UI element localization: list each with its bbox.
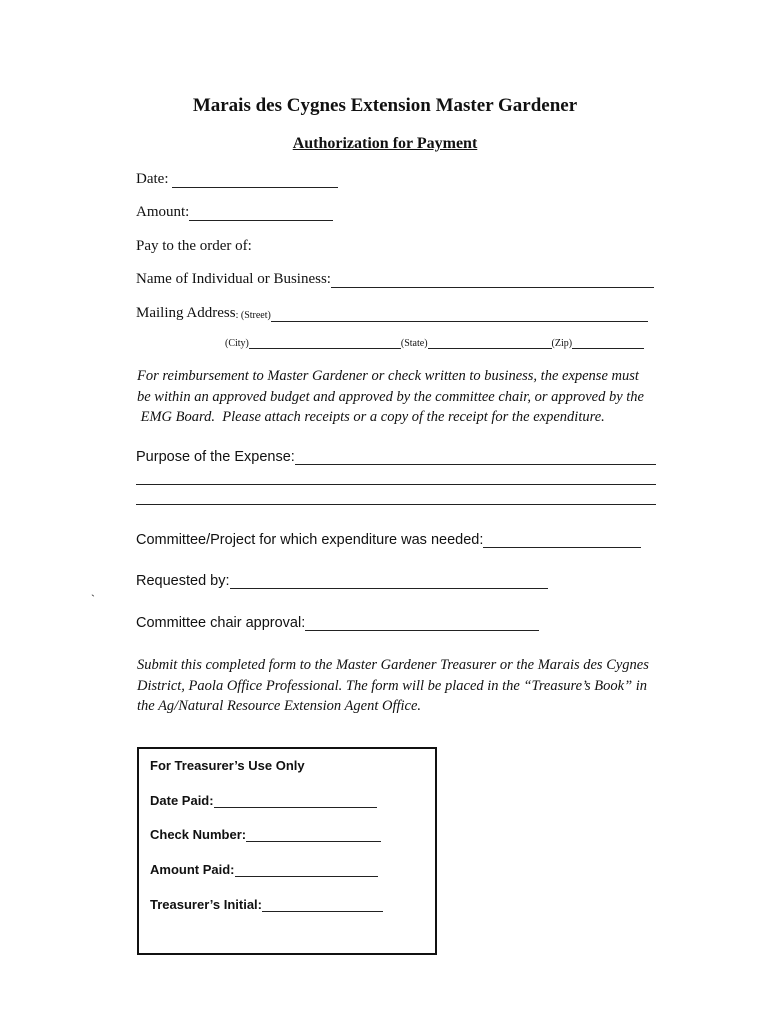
amount-paid-label: Amount Paid: — [150, 862, 235, 877]
committee-field[interactable] — [483, 533, 641, 548]
reimbursement-note — [137, 366, 677, 428]
check-number-field[interactable] — [246, 829, 381, 842]
date-field[interactable] — [172, 173, 338, 188]
purpose-continuation-line[interactable] — [136, 484, 656, 485]
form-title: Marais des Cygnes Extension Master Gardener — [192, 95, 578, 116]
committee-row — [136, 532, 641, 548]
committee-label: Committee/Project for which expenditure was needed: — [136, 532, 484, 548]
amount-row — [136, 204, 333, 221]
note-line: Submit this completed form to the Master Gardener Treasurer or the Marais des Cygnes — [137, 657, 649, 673]
purpose-continuation-line[interactable] — [136, 504, 656, 505]
street-field[interactable] — [271, 307, 648, 322]
name-label: Name of Individual or Business: — [136, 271, 331, 287]
zip-field[interactable] — [572, 338, 644, 349]
date-paid-field[interactable] — [214, 795, 377, 808]
approval-label: Committee chair approval: — [136, 615, 306, 631]
requested-row — [136, 573, 548, 589]
mailing-row — [136, 305, 648, 322]
purpose-field[interactable] — [295, 450, 656, 465]
requested-field[interactable] — [230, 574, 548, 589]
date-paid-row — [150, 793, 377, 808]
state-label: (State) — [400, 338, 428, 349]
form-subtitle: Authorization for Payment — [292, 135, 478, 152]
stray-mark: ` — [91, 592, 95, 606]
approval-field[interactable] — [305, 616, 539, 631]
note-line: the Ag/Natural Resource Extension Agent Office. — [137, 698, 422, 714]
note-line: EMG Board. Please attach receipts or a copy of the receipt for the expenditure. — [137, 409, 605, 425]
mailing-label: Mailing Address — [136, 305, 236, 321]
treasurer-initial-row — [150, 897, 383, 912]
note-line: For reimbursement to Master Gardener or check written to business, the expense must — [137, 368, 639, 384]
treasurer-initial-field[interactable] — [262, 899, 383, 912]
city-label: (City) — [225, 338, 249, 349]
pay-to-label: Pay to the order of: — [136, 238, 252, 254]
amount-field[interactable] — [189, 206, 333, 221]
date-label: Date: — [136, 171, 173, 187]
requested-label: Requested by: — [136, 573, 230, 589]
check-number-row — [150, 827, 381, 842]
street-label: : (Street) — [235, 310, 271, 321]
purpose-row — [136, 449, 656, 465]
amount-paid-field[interactable] — [235, 864, 378, 877]
city-state-zip-row — [225, 338, 644, 349]
check-number-label: Check Number: — [150, 827, 247, 842]
treasurer-use-box — [137, 747, 437, 955]
treasurer-initial-label: Treasurer’s Initial: — [150, 897, 262, 912]
name-row — [136, 271, 654, 288]
state-field[interactable] — [428, 338, 552, 349]
name-field[interactable] — [331, 273, 654, 288]
treasurer-box-heading: For Treasurer’s Use Only — [150, 758, 305, 773]
amount-paid-row — [150, 862, 378, 877]
amount-label: Amount: — [136, 204, 190, 220]
note-line: be within an approved budget and approved by the committee chair, or approved by the — [137, 388, 644, 405]
date-row — [136, 171, 338, 188]
zip-label: (Zip) — [551, 338, 573, 349]
note-line: District, Paola Office Professional. The form will be placed in the “Treasure’s Book” in — [137, 677, 648, 694]
purpose-label: Purpose of the Expense: — [136, 449, 295, 465]
date-paid-label: Date Paid: — [150, 793, 214, 808]
approval-row — [136, 615, 539, 631]
city-field[interactable] — [249, 338, 401, 349]
submit-note — [137, 655, 677, 717]
